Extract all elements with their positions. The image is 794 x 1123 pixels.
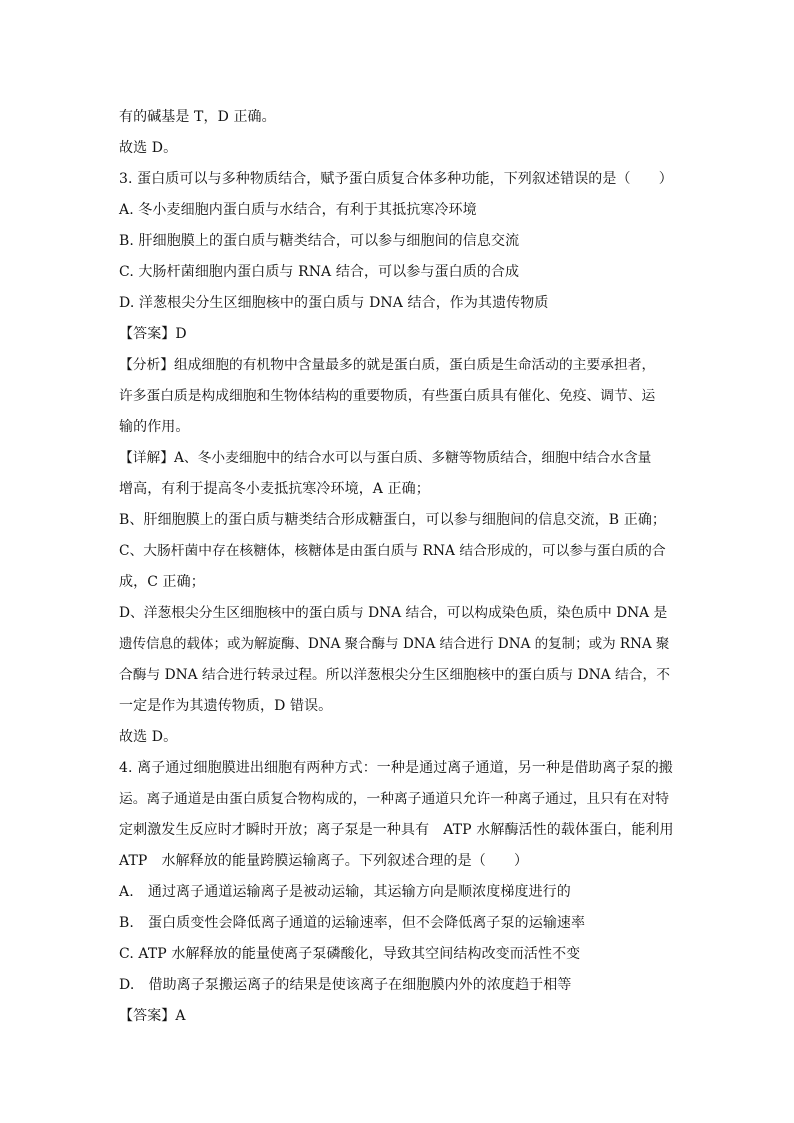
explanation-line: 成，C 正确；	[119, 574, 205, 590]
analysis-line: 许多蛋白质是构成细胞和生物体结构的重要物质，有些蛋白质具有催化、免疫、调节、运	[119, 388, 656, 404]
question-4-option-c: C. ATP 水解释放的能量使离子泵磷酸化，导致其空间结构改变而活性不变	[119, 946, 581, 962]
question-3-answer: 【答案】D	[119, 326, 187, 342]
explanation-line: 遗传信息的载体；或为解旋酶、DNA 聚合酶与 DNA 结合进行 DNA 的复制；或为 RNA 聚	[119, 636, 670, 652]
question-3-option-c: C. 大肠杆菌细胞内蛋白质与 RNA 结合，可以参与蛋白质的合成	[119, 264, 520, 280]
question-4-stem: ATP 水解释放的能量跨膜运输离子。下列叙述合理的是（ ）	[119, 853, 529, 869]
question-3-option-b: B. 肝细胞膜上的蛋白质与糖类结合，可以参与细胞间的信息交流	[119, 233, 520, 249]
question-3-stem: 3. 蛋白质可以与多种物质结合，赋予蛋白质复合体多种功能，下列叙述错误的是（ ）	[119, 171, 673, 187]
explanation-line: D、洋葱根尖分生区细胞核中的蛋白质与 DNA 结合，可以构成染色质，染色质中 DNA 是	[119, 605, 668, 621]
explanation-line: 增高，有利于提高冬小麦抵抗寒冷环境，A 正确；	[119, 481, 430, 497]
question-4-stem: 定刺激发生反应时才瞬时开放；离子泵是一种具有 ATP 水解酶活性的载体蛋白，能利用	[119, 822, 674, 838]
explanation-line: 【详解】A、冬小麦细胞中的结合水可以与蛋白质、多糖等物质结合，细胞中结合水含量	[119, 450, 652, 466]
analysis-line: 输的作用。	[119, 419, 190, 435]
question-4-answer: 【答案】A	[119, 1008, 186, 1024]
document-body	[119, 102, 675, 1032]
text-line: 有的碱基是 T，D 正确。	[119, 109, 276, 125]
question-3-option-a: A. 冬小麦细胞内蛋白质与水结合，有利于其抵抗寒冷环境	[119, 202, 477, 218]
question-4-option-b: B. 蛋白质变性会降低离子通道的运输速率，但不会降低离子泵的运输速率	[119, 915, 586, 931]
text-line: 故选 D。	[119, 729, 178, 745]
question-4-stem: 4. 离子通过细胞膜进出细胞有两种方式：一种是通过离子通道，另一种是借助离子泵的搬	[119, 760, 673, 776]
explanation-line: 一定是作为其遗传物质，D 错误。	[119, 698, 333, 714]
analysis-line: 【分析】组成细胞的有机物中含量最多的就是蛋白质，蛋白质是生命活动的主要承担者，	[119, 357, 656, 373]
text-line: 故选 D。	[119, 140, 178, 156]
question-4-option-d: D. 借助离子泵搬运离子的结果是使该离子在细胞膜内外的浓度趋于相等	[119, 977, 572, 993]
explanation-line: B、肝细胞膜上的蛋白质与糖类结合形成糖蛋白，可以参与细胞间的信息交流，B 正确；	[119, 512, 667, 528]
explanation-line: 合酶与 DNA 结合进行转录过程。所以洋葱根尖分生区细胞核中的蛋白质与 DNA 结合，不	[119, 667, 670, 683]
question-4-stem: 运。离子通道是由蛋白质复合物构成的，一种离子通道只允许一种离子通过，且只有在对特	[119, 791, 670, 807]
explanation-line: C、大肠杆菌中存在核糖体，核糖体是由蛋白质与 RNA 结合形成的，可以参与蛋白质的合	[119, 543, 666, 559]
question-4-option-a: A. 通过离子通道运输离子是被动运输，其运输方向是顺浓度梯度进行的	[119, 884, 571, 900]
question-3-option-d: D. 洋葱根尖分生区细胞核中的蛋白质与 DNA 结合，作为其遗传物质	[119, 295, 549, 311]
